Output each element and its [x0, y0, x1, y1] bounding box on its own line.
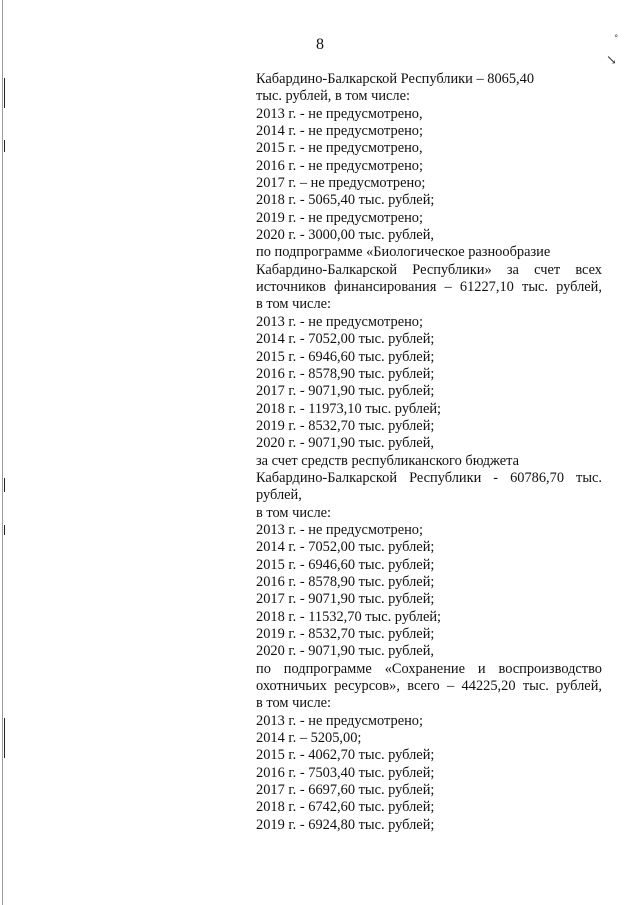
text-line: Кабардино-Балкарской Республики - 60786,70 тыс.	[256, 469, 602, 486]
text-line: по подпрограмме «Сохранение и воспроизводство	[256, 660, 602, 677]
scan-mark	[4, 478, 5, 492]
text-line: 2017 г. - 6697,60 тыс. рублей;	[256, 782, 435, 799]
text-line: 2017 г. - 9071,90 тыс. рублей;	[256, 383, 435, 400]
text-line: в том числе:	[256, 296, 332, 313]
text-line: тыс. рублей, в том числе:	[256, 88, 410, 105]
text-line: в том числе:	[256, 504, 332, 521]
text-line: Кабардино-Балкарской Республики» за счет всех	[256, 261, 602, 278]
text-line: 2013 г. - не предусмотрено;	[256, 712, 423, 729]
text-line: 2018 г. - 6742,60 тыс. рублей;	[256, 799, 435, 816]
scan-mark	[4, 140, 5, 152]
text-line: 2016 г. - 8578,90 тыс. рублей;	[256, 573, 435, 590]
text-line: 2016 г. - 8578,90 тыс. рублей;	[256, 365, 435, 382]
corner-smudge-icon: ↘	[606, 52, 617, 67]
page-number: 8	[316, 36, 324, 53]
text-line: источников финансирования – 61227,10 тыс. рублей,	[256, 279, 602, 296]
text-line: 2015 г. - 6946,60 тыс. рублей;	[256, 556, 435, 573]
text-line: 2015 г. - 6946,60 тыс. рублей;	[256, 348, 435, 365]
text-line: 2020 г. - 3000,00 тыс. рублей,	[256, 227, 434, 244]
text-line: 2013 г. - не предусмотрено;	[256, 313, 423, 330]
text-line: 2020 г. - 9071,90 тыс. рублей,	[256, 643, 434, 660]
text-line: 2015 г. - не предусмотрено,	[256, 140, 423, 157]
scan-edge-line	[2, 0, 3, 905]
text-line: за счет средств республиканского бюджета	[256, 452, 520, 469]
text-line: 2019 г. - 8532,70 тыс. рублей;	[256, 417, 435, 434]
text-line: 2016 г. - 7503,40 тыс. рублей;	[256, 764, 435, 781]
text-line: 2019 г. - не предусмотрено;	[256, 209, 423, 226]
scan-mark	[4, 718, 5, 758]
text-line: 2016 г. - не предусмотрено;	[256, 157, 423, 174]
text-line: 2013 г. - не предусмотрено,	[256, 105, 423, 122]
text-line: в том числе:	[256, 695, 332, 712]
text-line: 2014 г. – 5205,00;	[256, 730, 362, 747]
text-line: 2015 г. - 4062,70 тыс. рублей;	[256, 747, 435, 764]
text-line: 2014 г. - 7052,00 тыс. рублей;	[256, 331, 435, 348]
text-line: 2020 г. - 9071,90 тыс. рублей,	[256, 435, 434, 452]
text-line: рублей,	[256, 487, 302, 504]
text-line: 2018 г. - 11973,10 тыс. рублей;	[256, 400, 442, 417]
text-line: 2019 г. - 8532,70 тыс. рублей;	[256, 626, 435, 642]
text-line: 2017 г. - 9071,90 тыс. рублей;	[256, 591, 435, 608]
text-line: 2014 г. - 7052,00 тыс. рублей;	[256, 539, 435, 556]
text-line: 2018 г. - 5065,40 тыс. рублей;	[256, 192, 435, 209]
text-line: 2013 г. - не предусмотрено;	[256, 521, 423, 538]
text-line: Кабардино-Балкарской Республики – 8065,40	[256, 71, 535, 87]
document-body	[256, 71, 602, 834]
text-line: 2018 г. - 11532,70 тыс. рублей;	[256, 608, 442, 625]
text-line: по подпрограмме «Биологическое разнообразие	[256, 244, 551, 261]
text-line: охотничьих ресурсов», всего – 44225,20 тыс. рублей,	[256, 678, 602, 695]
text-line: 2017 г. – не предусмотрено;	[256, 175, 426, 192]
text-line: 2019 г. - 6924,80 тыс. рублей;	[256, 816, 435, 833]
corner-smudge-icon: ˳	[614, 22, 619, 37]
scan-mark	[4, 78, 5, 108]
scan-mark	[4, 525, 5, 535]
text-line: 2014 г. - не предусмотрено;	[256, 123, 423, 140]
